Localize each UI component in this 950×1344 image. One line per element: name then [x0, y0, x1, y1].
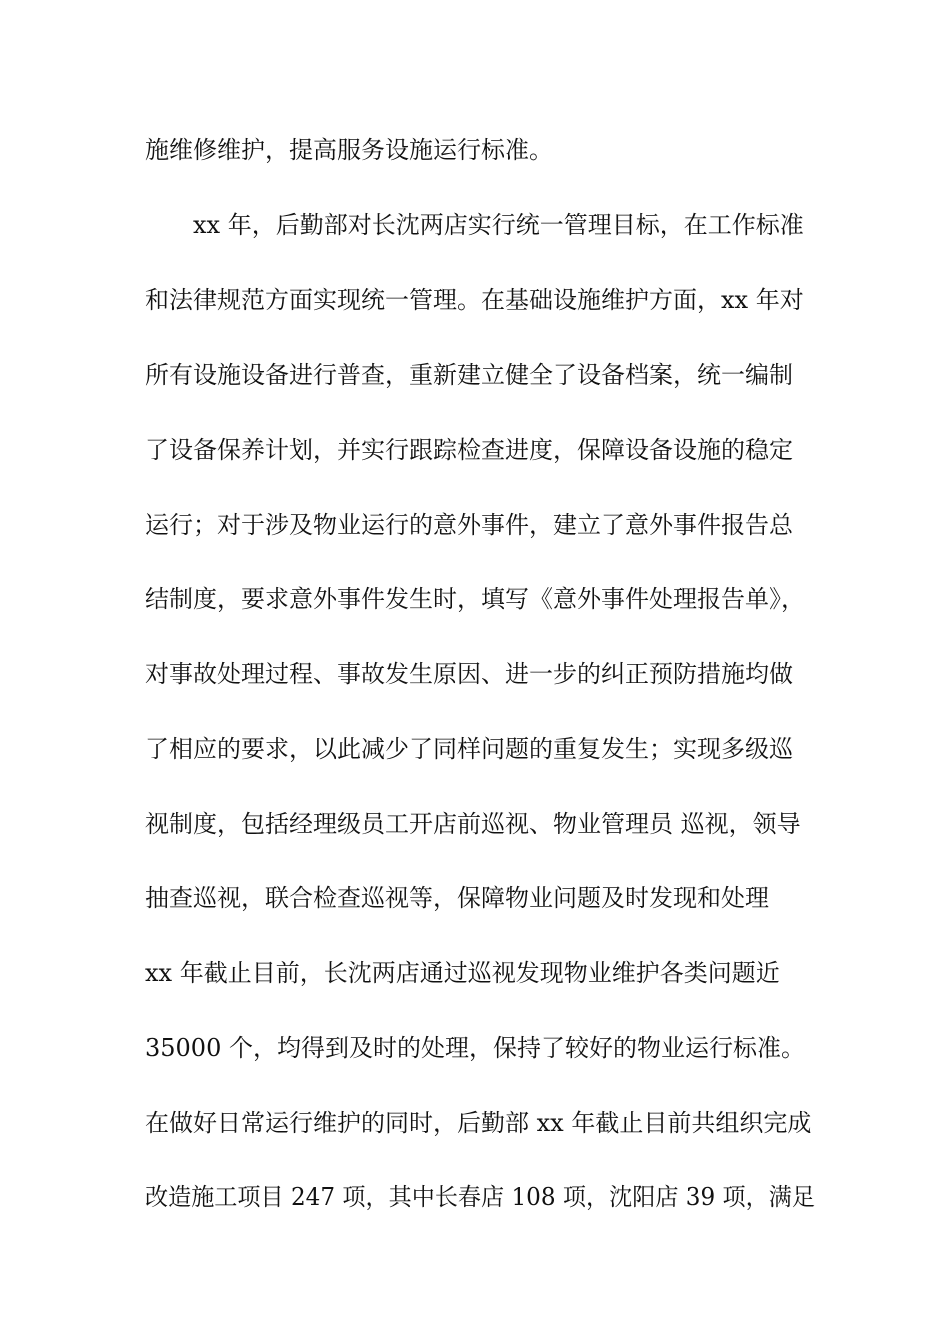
paragraph-line: 在做好日常运行维护的同时，后勤部 xx 年截止目前共组织完成 — [145, 1109, 812, 1137]
paragraph-line: 了相应的要求，以此减少了同样问题的重复发生；实现多级巡 — [145, 735, 793, 763]
paragraph-line: 抽查巡视，联合检查巡视等，保障物业问题及时发现和处理 — [145, 884, 769, 912]
paragraph-line: 施维修维护，提高服务设施运行标准。 — [145, 136, 553, 164]
paragraph-line: 了设备保养计划，并实行跟踪检查进度，保障设备设施的稳定 — [145, 436, 793, 464]
paragraph-line: xx 年截止目前，长沈两店通过巡视发现物业维护各类问题近 — [145, 959, 780, 987]
paragraph-line: 35000 个，均得到及时的处理，保持了较好的物业运行标准。 — [145, 1034, 805, 1062]
paragraph-line: 对事故处理过程、事故发生原因、进一步的纠正预防措施均做 — [145, 660, 793, 688]
paragraph-line: 视制度，包括经理级员工开店前巡视、物业管理员 巡视，领导 — [145, 810, 801, 838]
paragraph-line: 结制度，要求意外事件发生时，填写《意外事件处理报告单》， — [145, 585, 805, 613]
paragraph-line: 所有设施设备进行普查，重新建立健全了设备档案，统一编制 — [145, 361, 793, 389]
paragraph-line: 运行；对于涉及物业运行的意外事件，建立了意外事件报告总 — [145, 511, 793, 539]
paragraph-line: 改造施工项目 247 项，其中长春店 108 项，沈阳店 39 项，满足 — [145, 1183, 815, 1211]
paragraph-line: xx 年，后勤部对长沈两店实行统一管理目标，在工作标准 — [193, 211, 804, 239]
paragraph-line: 和法律规范方面实现统一管理。在基础设施维护方面，xx 年对 — [145, 286, 804, 314]
